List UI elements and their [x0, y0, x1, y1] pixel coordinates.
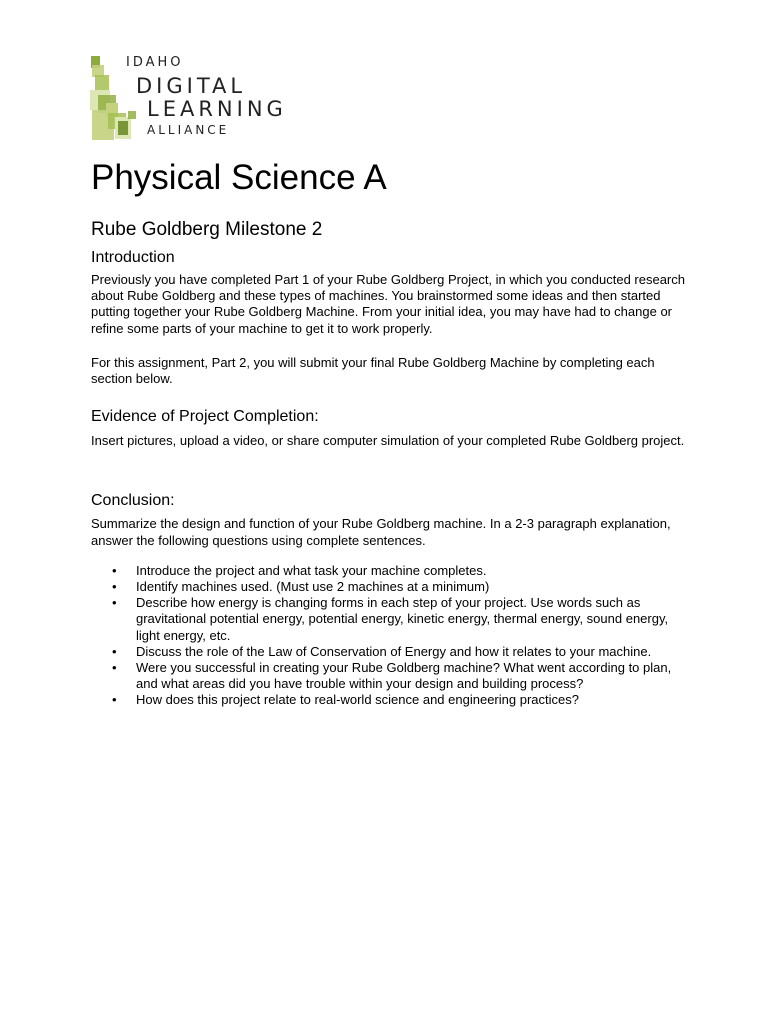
page-subtitle: Rube Goldberg Milestone 2	[91, 219, 323, 240]
document-body	[91, 156, 691, 709]
bullet-icon: •	[112, 562, 117, 578]
list-item	[91, 563, 681, 579]
introduction-paragraph-2: For this assignment, Part 2, you will submit your final Rube Goldberg Machine by completing each section below.	[91, 354, 655, 387]
bullet-icon: •	[112, 692, 117, 708]
conclusion-paragraph: Summarize the design and function of your Rube Goldberg machine. In a 2-3 paragraph explanation, answer the following questions using complete sentences.	[91, 516, 671, 548]
list-item-text: Discuss the role of the Law of Conservation of Energy and how it relates to your machine.	[136, 643, 652, 659]
page-title: Physical Science A	[91, 158, 387, 197]
logo-line-digital: DIGITAL	[136, 74, 247, 98]
bullet-icon: •	[112, 643, 117, 659]
list-item	[91, 660, 681, 692]
bullet-icon: •	[112, 579, 117, 595]
conclusion-question-list	[91, 563, 691, 709]
list-item-text: Introduce the project and what task your machine completes.	[136, 562, 487, 578]
conclusion-heading: Conclusion:	[91, 492, 175, 510]
list-item	[91, 692, 681, 708]
bullet-icon: •	[112, 660, 117, 676]
logo-line-idaho: IDAHO	[126, 55, 184, 70]
introduction-heading: Introduction	[91, 249, 175, 266]
list-item-text: Were you successful in creating your Rube Goldberg machine? What went according to plan, and what areas did you have trouble within your design and building process?	[136, 660, 672, 692]
idaho-digital-learning-alliance-logo	[88, 55, 303, 145]
list-item-text: Identify machines used. (Must use 2 machines at a minimum)	[136, 579, 490, 595]
list-item-text: Describe how energy is changing forms in each step of your project. Use words such as gravitational potential energy, potential energy, kinetic energy, thermal energy, sound energy, light energy, etc.	[136, 595, 669, 643]
list-item-text: How does this project relate to real-world science and engineering practices?	[136, 692, 579, 708]
list-item	[91, 579, 681, 595]
list-item	[91, 644, 681, 660]
evidence-paragraph: Insert pictures, upload a video, or share computer simulation of your completed Rube Goldberg project.	[91, 433, 685, 449]
list-item	[91, 595, 681, 644]
introduction-paragraph-1: Previously you have completed Part 1 of your Rube Goldberg Project, in which you conducted research about Rube Goldberg and these types of machines. You brainstormed some ideas and then started putting together your Rube Goldberg Machine. From your initial idea, you may have had to change or refine some parts of your machine to get it to work properly.	[91, 272, 685, 336]
logo-line-alliance: ALLIANCE	[147, 123, 230, 137]
logo-line-learning: LEARNING	[147, 97, 287, 121]
bullet-icon: •	[112, 595, 117, 611]
evidence-heading: Evidence of Project Completion:	[91, 408, 319, 426]
